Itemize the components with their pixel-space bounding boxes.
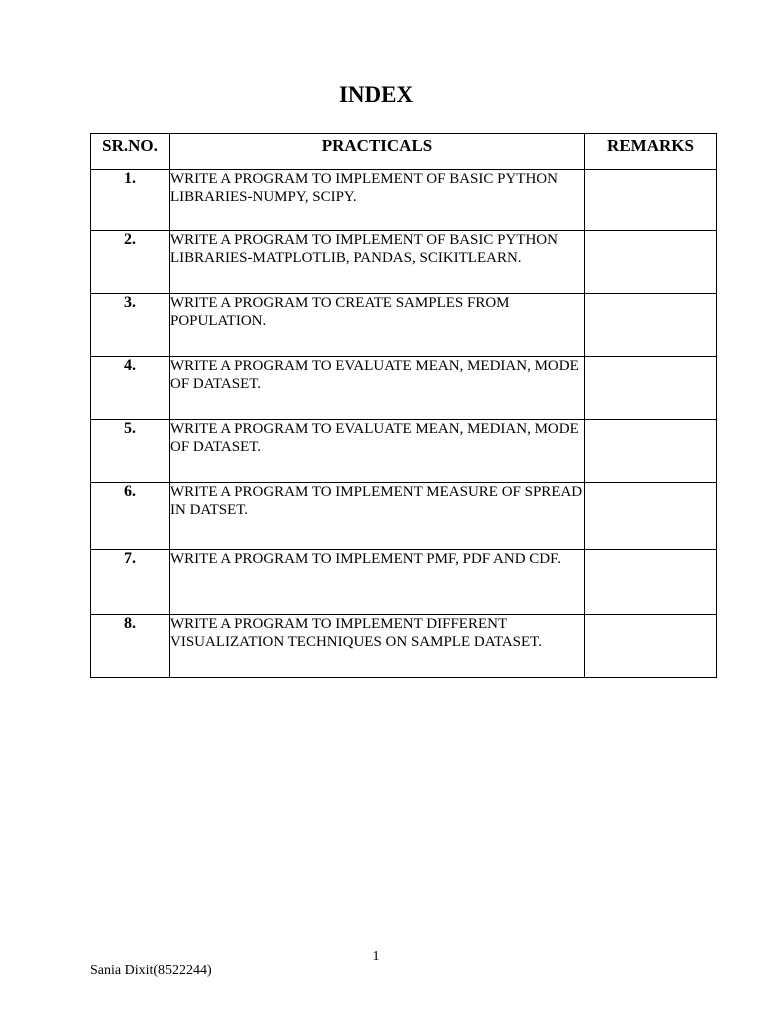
table-row (91, 170, 717, 231)
row-sr-no: 3. (91, 294, 170, 357)
row-remarks (585, 420, 717, 483)
table-row (91, 550, 717, 615)
row-practical: WRITE A PROGRAM TO EVALUATE MEAN, MEDIAN, MODE OF DATASET. (170, 420, 585, 483)
row-sr-no: 6. (91, 483, 170, 550)
row-remarks (585, 483, 717, 550)
table-row (91, 357, 717, 420)
row-sr-no: 4. (91, 357, 170, 420)
header-remarks: REMARKS (585, 134, 717, 170)
row-sr-no: 8. (91, 615, 170, 678)
footer-author: Sania Dixit(8522244) (90, 963, 212, 978)
row-practical: WRITE A PROGRAM TO IMPLEMENT PMF, PDF AND CDF. (170, 550, 585, 615)
table-row (91, 231, 717, 294)
table-row (91, 615, 717, 678)
page-title: INDEX (338, 82, 414, 107)
row-sr-no: 5. (91, 420, 170, 483)
row-remarks (585, 231, 717, 294)
table-row (91, 483, 717, 550)
row-remarks (585, 170, 717, 231)
header-sr-no: SR.NO. (91, 134, 170, 170)
row-remarks (585, 357, 717, 420)
row-remarks (585, 294, 717, 357)
header-practicals: PRACTICALS (170, 134, 585, 170)
row-remarks (585, 550, 717, 615)
table-row (91, 294, 717, 357)
table-row (91, 420, 717, 483)
row-remarks (585, 615, 717, 678)
row-sr-no: 7. (91, 550, 170, 615)
row-practical: WRITE A PROGRAM TO IMPLEMENT OF BASIC PYTHON LIBRARIES-NUMPY, SCIPY. (170, 170, 585, 231)
row-practical: WRITE A PROGRAM TO EVALUATE MEAN, MEDIAN, MODE OF DATASET. (170, 357, 585, 420)
table-header-row (91, 134, 717, 170)
index-table (90, 133, 717, 678)
page-number: 1 (372, 949, 380, 964)
row-practical: WRITE A PROGRAM TO CREATE SAMPLES FROM POPULATION. (170, 294, 585, 357)
row-practical: WRITE A PROGRAM TO IMPLEMENT DIFFERENT VISUALIZATION TECHNIQUES ON SAMPLE DATASET. (170, 615, 585, 678)
row-sr-no: 2. (91, 231, 170, 294)
row-practical: WRITE A PROGRAM TO IMPLEMENT OF BASIC PYTHON LIBRARIES-MATPLOTLIB, PANDAS, SCIKITLEARN. (170, 231, 585, 294)
row-sr-no: 1. (91, 170, 170, 231)
row-practical: WRITE A PROGRAM TO IMPLEMENT MEASURE OF SPREAD IN DATSET. (170, 483, 585, 550)
